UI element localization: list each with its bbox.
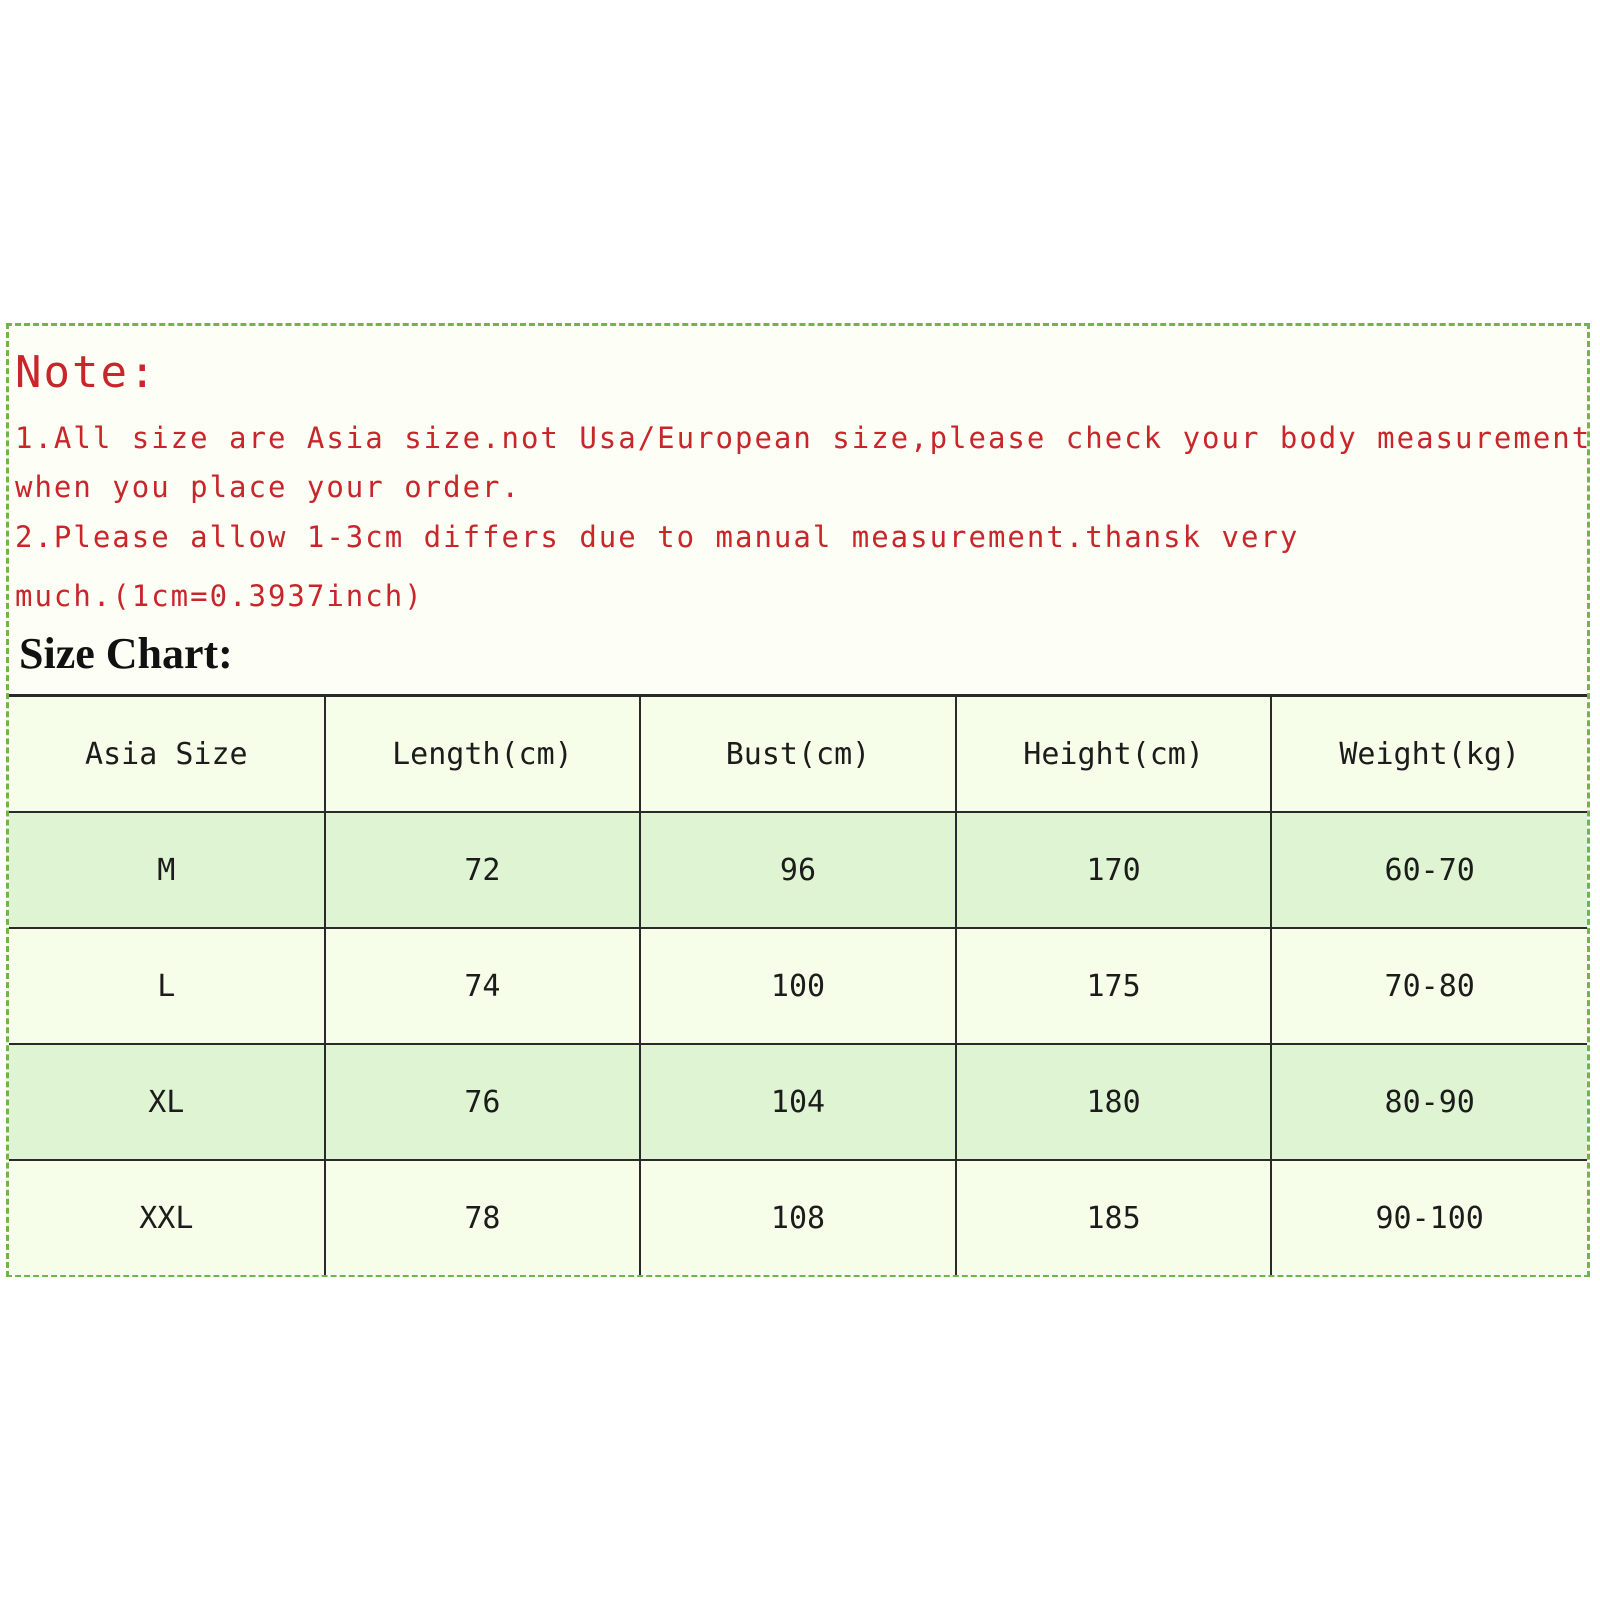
cell-bust: 108 xyxy=(640,1160,956,1275)
table-header-row xyxy=(9,696,1587,813)
cell-length: 72 xyxy=(325,812,641,928)
cell-length: 76 xyxy=(325,1044,641,1160)
note-line-1: 1.All size are Asia size.not Usa/European size,please check your body measurement xyxy=(15,421,1592,455)
notes-section xyxy=(15,338,1592,694)
note-line-4: much.(1cm=0.3937inch) xyxy=(15,579,424,613)
column-header-length: Length(cm) xyxy=(325,696,641,813)
column-header-bust: Bust(cm) xyxy=(640,696,956,813)
cell-size: XXL xyxy=(9,1160,325,1275)
note-title: Note: xyxy=(15,347,158,398)
table-row xyxy=(9,812,1587,928)
column-header-asia-size: Asia Size xyxy=(9,696,325,813)
cell-weight: 80-90 xyxy=(1271,1044,1587,1160)
size-info-panel xyxy=(6,323,1590,1277)
cell-length: 74 xyxy=(325,928,641,1044)
cell-size: L xyxy=(9,928,325,1044)
cell-height: 180 xyxy=(956,1044,1272,1160)
size-chart-title: Size Chart: xyxy=(19,629,233,678)
table-row xyxy=(9,1044,1587,1160)
column-header-weight: Weight(kg) xyxy=(1271,696,1587,813)
cell-weight: 90-100 xyxy=(1271,1160,1587,1275)
size-table xyxy=(9,694,1587,1275)
cell-height: 175 xyxy=(956,928,1272,1044)
column-header-height: Height(cm) xyxy=(956,696,1272,813)
cell-bust: 100 xyxy=(640,928,956,1044)
cell-size: M xyxy=(9,812,325,928)
cell-length: 78 xyxy=(325,1160,641,1275)
table-row xyxy=(9,1160,1587,1275)
table-row xyxy=(9,928,1587,1044)
note-line-2: when you place your order. xyxy=(15,470,521,504)
cell-bust: 104 xyxy=(640,1044,956,1160)
cell-height: 185 xyxy=(956,1160,1272,1275)
cell-size: XL xyxy=(9,1044,325,1160)
cell-height: 170 xyxy=(956,812,1272,928)
cell-weight: 70-80 xyxy=(1271,928,1587,1044)
cell-bust: 96 xyxy=(640,812,956,928)
note-line-3: 2.Please allow 1-3cm differs due to manual measurement.thansk very xyxy=(15,520,1300,554)
cell-weight: 60-70 xyxy=(1271,812,1587,928)
